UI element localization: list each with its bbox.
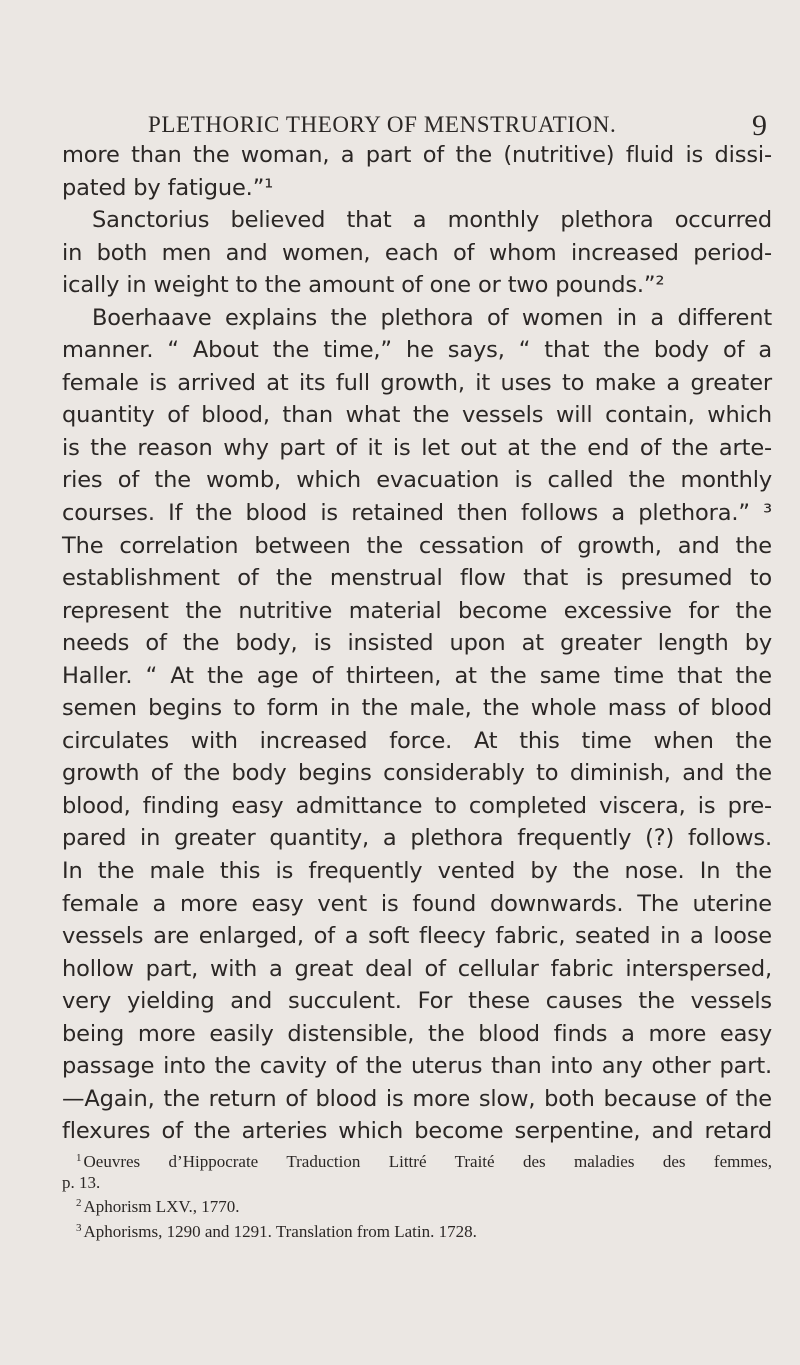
text-line: represent the nutritive material become excessive for the: [62, 597, 772, 624]
text-line: semen begins to form in the male, the whole mass of blood: [62, 695, 772, 722]
text-line: quantity of blood, than what the vessels will contain, which: [62, 402, 772, 429]
text-line: Boerhaave explains the plethora of women in a different: [92, 304, 772, 331]
footnote-text: Aphorism LXV., 1770.: [83, 1197, 240, 1216]
text-line: growth of the body begins considerably to diminish, and the: [62, 760, 772, 787]
running-title: PLETHORIC THEORY OF MENSTRUATION.: [148, 112, 617, 137]
text-line: manner. “ About the time,” he says, “ that the body of a: [62, 337, 772, 364]
text-line: blood, finding easy admittance to completed viscera, is pre-: [62, 792, 772, 819]
footnote-1-continued: p. 13.: [62, 1172, 101, 1192]
text-line: ically in weight to the amount of one or two pounds.”²: [62, 272, 665, 299]
text-line: female is arrived at its full growth, it uses to make a greater: [62, 369, 772, 396]
text-line: is the reason why part of it is let out at the end of the arte-: [62, 434, 772, 461]
text-line: Sanctorius believed that a monthly plethora occurred: [92, 207, 772, 234]
body-text: [62, 139, 772, 1148]
text-line: Haller. “ At the age of thirteen, at the same time that the: [62, 662, 772, 689]
footnote-text: Oeuvres d’Hippocrate Traduction Littré Traité des maladies des femmes,: [83, 1152, 772, 1171]
page-number: 9: [752, 109, 767, 142]
footnote-mark: 1: [76, 1152, 82, 1164]
text-line: very yielding and succulent. For these causes the vessels: [62, 988, 772, 1015]
text-line: being more easily distensible, the blood finds a more easy: [62, 1020, 772, 1047]
footnotes: [62, 1148, 772, 1242]
footnote-mark: 2: [76, 1197, 82, 1209]
footnote-2: [62, 1193, 772, 1218]
text-line: ries of the womb, which evacuation is called the monthly: [62, 467, 772, 494]
text-line: pared in greater quantity, a plethora frequently (?) follows.: [62, 825, 772, 852]
text-line: The correlation between the cessation of growth, and the: [62, 532, 772, 559]
text-line: in both men and women, each of whom increased period-: [62, 239, 772, 266]
running-head: [0, 109, 800, 142]
text-line: In the male this is frequently vented by the nose. In the: [62, 858, 772, 885]
text-line: —Again, the return of blood is more slow, both because of the: [62, 1085, 772, 1112]
text-line: circulates with increased force. At this time when the: [62, 727, 772, 754]
footnote-1: [62, 1148, 772, 1173]
text-line: pated by fatigue.”¹: [62, 174, 274, 201]
text-line: hollow part, with a great deal of cellular fabric interspersed,: [62, 955, 772, 982]
text-line: courses. If the blood is retained then follows a plethora.” ³: [62, 500, 772, 527]
text-line: establishment of the menstrual flow that is presumed to: [62, 565, 772, 592]
text-line: vessels are enlarged, of a soft fleecy fabric, seated in a loose: [62, 923, 772, 950]
text-line: more than the woman, a part of the (nutritive) fluid is dissi-: [62, 142, 772, 168]
text-line: needs of the body, is insisted upon at greater length by: [62, 630, 772, 657]
footnote-mark: 3: [76, 1221, 82, 1234]
text-line: female a more easy vent is found downwards. The uterine: [62, 890, 772, 917]
text-line: flexures of the arteries which become serpentine, and retard: [62, 1118, 772, 1145]
footnote-3: [62, 1218, 772, 1243]
text-line: passage into the cavity of the uterus than into any other part.: [62, 1053, 772, 1080]
footnote-text: Aphorisms, 1290 and 1291. Translation from Latin. 1728.: [83, 1221, 477, 1241]
